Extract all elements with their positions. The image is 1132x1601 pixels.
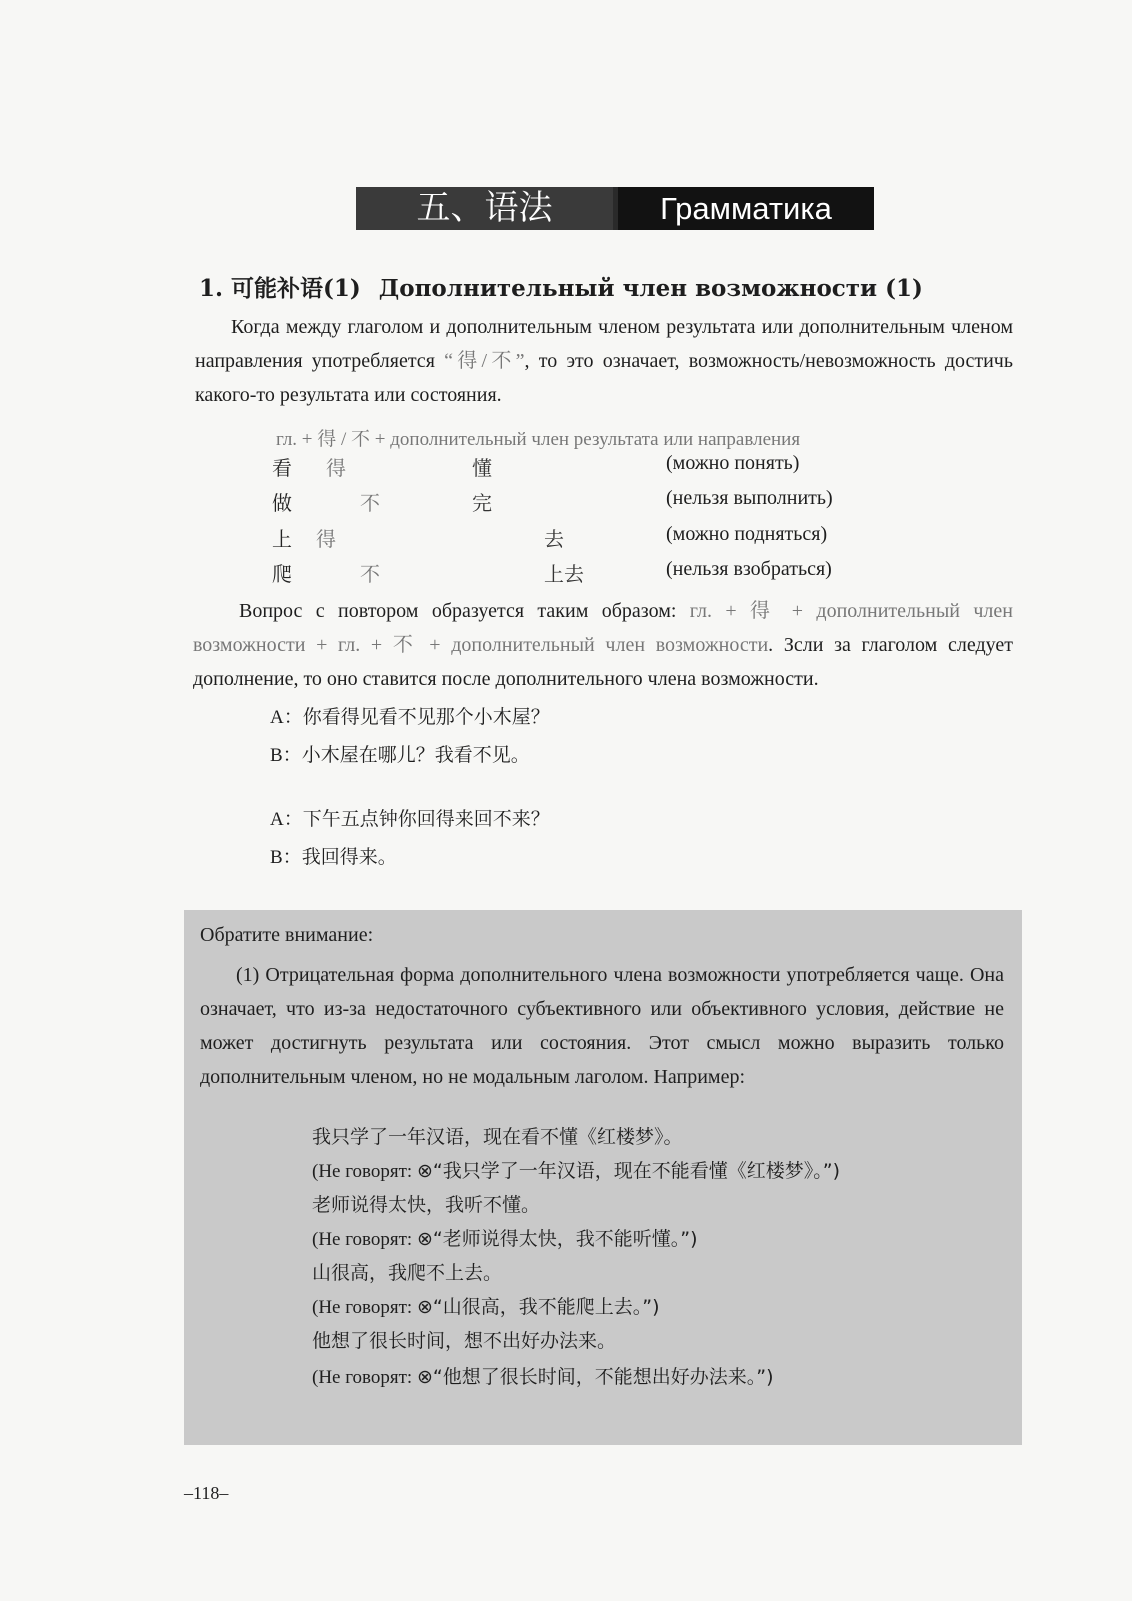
example-verb: 爬 <box>272 562 292 586</box>
note-example-correct: 老师说得太快，我听不懂。 <box>312 1194 541 1216</box>
question-text-end: . Зсли за глаголом следует дополнение, то оно ставится после дополнительного члена возможности. <box>193 634 1013 690</box>
section-heading-zh: 1. 可能补语(1) <box>199 275 361 302</box>
note-neg-label: (Не говорят: ⊗ <box>312 1161 433 1182</box>
note-neg-label: (Не говорят: ⊗ <box>312 1297 433 1318</box>
example-row <box>272 452 872 482</box>
dialog-line <box>270 702 550 729</box>
note-neg-text: “山很高，我不能爬上去。”) <box>432 1296 660 1318</box>
note-neg-text: “老师说得太快，我不能听懂。”) <box>432 1228 698 1250</box>
intro-text: Когда между глаголом и дополнительным членом результата или дополнительным членом направления употребляется <box>195 316 1013 372</box>
example-verb: 看 <box>272 456 292 480</box>
example-row <box>272 523 872 553</box>
question-paragraph <box>193 594 1013 696</box>
note-example-incorrect <box>312 1292 660 1319</box>
dialog-speaker: B： <box>270 745 302 766</box>
example-translation: (нельзя взобраться) <box>666 558 832 580</box>
example-complement: 完 <box>472 491 492 515</box>
dialog-speaker: A： <box>270 707 303 728</box>
section-heading <box>199 270 923 303</box>
note-box <box>184 910 1022 1445</box>
section-banner <box>356 187 874 230</box>
dialog-line <box>270 740 530 767</box>
page-number: –118– <box>184 1483 229 1503</box>
banner-russian: Грамматика <box>618 187 874 230</box>
question-text: Вопрос с повтором образуется таким образом: <box>239 600 690 622</box>
example-row <box>272 487 872 517</box>
dialog-text: 小木屋在哪儿？我看不见。 <box>301 744 530 766</box>
note-example-correct: 山很高，我爬不上去。 <box>312 1262 503 1284</box>
note-paragraph: (1) Отрицательная форма дополнительного члена возможности употребляется чаще. Она означает, что из-за недостаточного субъективного или объективного условия, действие не может достигнуть результата или состояния. Этот смысл можно выразить только дополнительным членом, но не модальным лаголом. Например: <box>200 964 1004 1088</box>
banner-chinese: 五、语法 <box>356 187 613 230</box>
note-example-correct: 他想了很长时间，想不出好办法来。 <box>312 1330 617 1352</box>
note-example-correct: 我只学了一年汉语，现在看不懂《红楼梦》。 <box>312 1126 683 1148</box>
dialog-line <box>270 842 397 869</box>
intro-paragraph <box>195 310 1013 412</box>
example-particle: 不 <box>360 491 380 515</box>
note-neg-label: (Не говорят: ⊗ <box>312 1367 433 1388</box>
intro-text-end: , то это означает, возможность/невозможность достичь какого-то результата или состояния. <box>195 350 1013 406</box>
dialog-text: 下午五点钟你回得来回不来？ <box>302 808 550 830</box>
dialog-speaker: A： <box>270 809 303 830</box>
dialog-line <box>270 804 550 831</box>
section-heading-ru: Дополнительный член возможности (1) <box>378 275 923 302</box>
example-particle: 不 <box>360 562 380 586</box>
intro-marker: “得/不” <box>444 350 525 372</box>
example-translation: (нельзя выполнить) <box>666 487 833 509</box>
example-verb: 上 <box>272 527 292 551</box>
dialog-speaker: B： <box>270 847 302 868</box>
question-formula: гл. + 得 + дополнительный член возможности + гл. + 不 + дополнительный член возможности <box>193 600 1013 656</box>
dialog-text: 你看得见看不见那个小木屋？ <box>302 706 550 728</box>
note-example-incorrect <box>312 1156 840 1183</box>
example-translation: (можно понять) <box>666 452 800 474</box>
note-neg-text: “他想了很长时间，不能想出好办法来。”) <box>432 1366 774 1388</box>
note-example-incorrect <box>312 1224 698 1251</box>
example-particle: 得 <box>326 456 346 480</box>
note-title: Обратите внимание: <box>200 924 374 946</box>
note-neg-text: “我只学了一年汉语，现在不能看懂《红楼梦》。”) <box>432 1160 840 1182</box>
example-complement: 上去 <box>544 562 584 586</box>
note-example-incorrect <box>312 1362 774 1389</box>
example-verb: 做 <box>272 491 292 515</box>
example-row <box>272 558 872 588</box>
example-particle: 得 <box>316 527 336 551</box>
example-complement: 去 <box>544 527 564 551</box>
example-complement: 懂 <box>472 456 492 480</box>
dialog-text: 我回得来。 <box>301 846 397 868</box>
note-neg-label: (Не говорят: ⊗ <box>312 1229 433 1250</box>
example-translation: (можно подняться) <box>666 523 828 545</box>
formula-line: гл. + 得 / 不 + дополнительный член результата или направления <box>276 429 801 450</box>
